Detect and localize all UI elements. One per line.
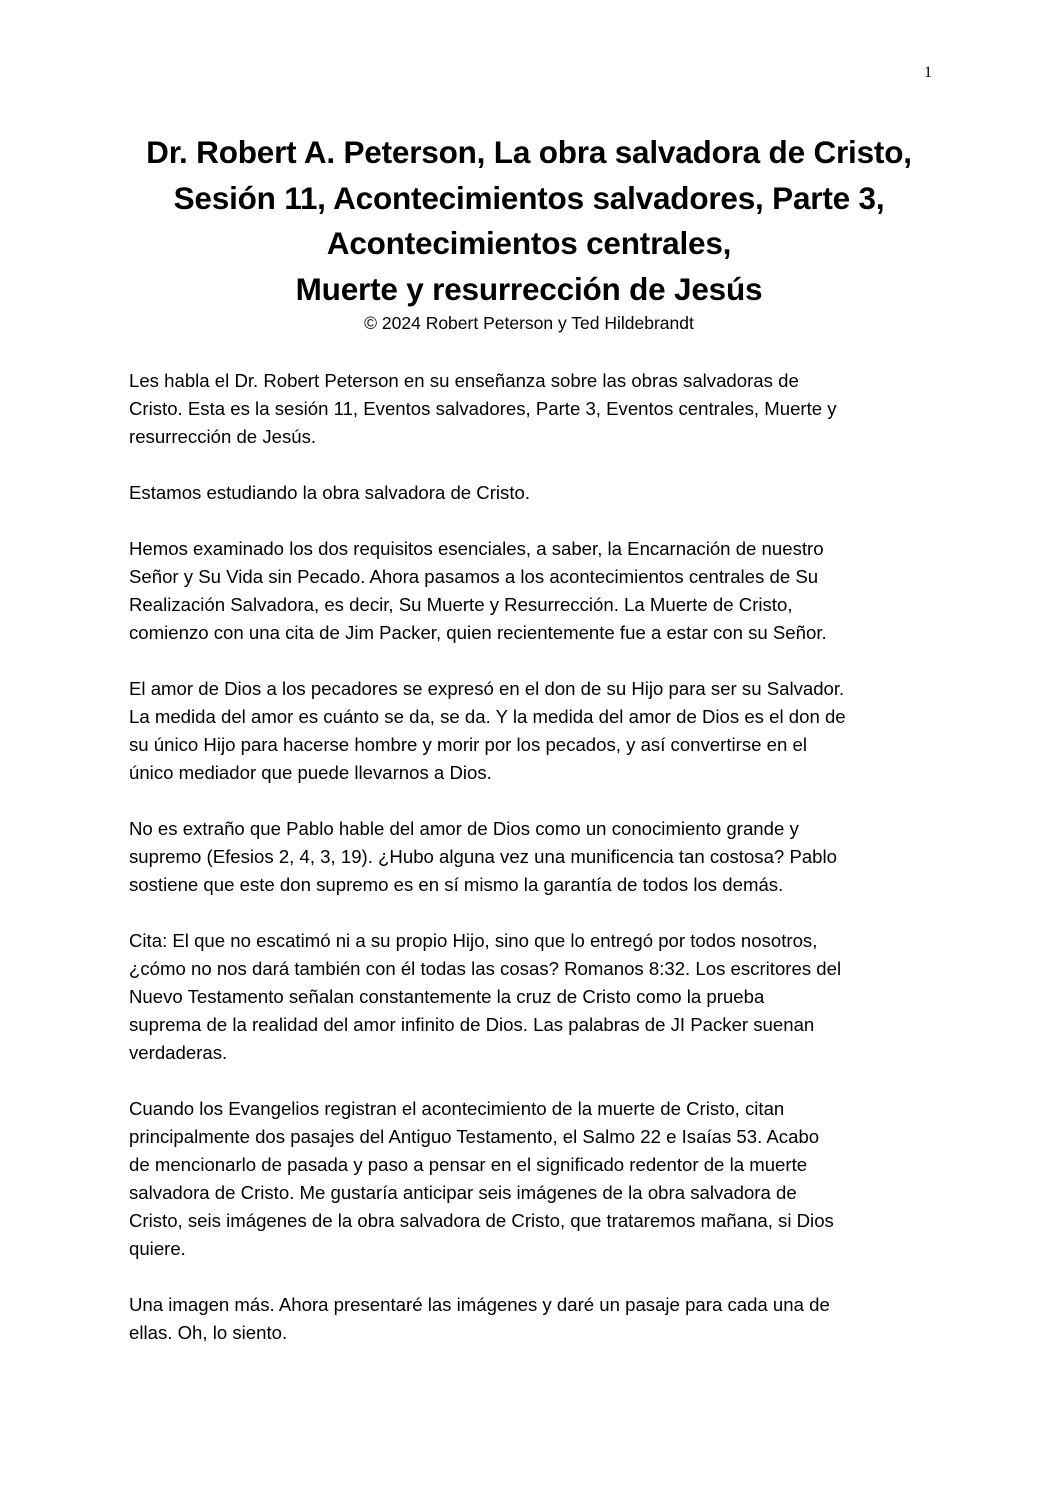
title-block: [100, 130, 958, 335]
title-line: Muerte y resurrección de Jesús: [295, 270, 763, 307]
text-line: ellas. Oh, lo siento.: [129, 1322, 288, 1343]
title-line: Sesión 11, Acontecimientos salvadores, Parte 3,: [173, 179, 885, 216]
text-line: de mencionarlo de pasada y paso a pensar en el significado redentor de la muerte: [129, 1154, 808, 1175]
text-line: La medida del amor es cuánto se da, se da. Y la medida del amor de Dios es el don de: [129, 706, 846, 727]
text-line: verdaderas.: [129, 1042, 228, 1063]
text-line: Señor y Su Vida sin Pecado. Ahora pasamos a los acontecimientos centrales de Su: [129, 566, 819, 587]
text-line: Cristo, seis imágenes de la obra salvadora de Cristo, que trataremos mañana, si Dios: [129, 1210, 834, 1231]
paragraph: [129, 1291, 949, 1347]
copyright: © 2024 Robert Peterson y Ted Hildebrandt: [364, 313, 694, 333]
paragraph: [129, 815, 949, 899]
text-line: No es extraño que Pablo hable del amor de Dios como un conocimiento grande y: [129, 818, 799, 839]
paragraph: [129, 927, 949, 1067]
text-line: Hemos examinado los dos requisitos esenciales, a saber, la Encarnación de nuestro: [129, 538, 824, 559]
paragraph: [129, 535, 949, 647]
text-line: Cita: El que no escatimó ni a su propio Hijo, sino que lo entregó por todos nosotros,: [129, 930, 818, 951]
text-line: principalmente dos pasajes del Antiguo Testamento, el Salmo 22 e Isaías 53. Acabo: [129, 1126, 820, 1147]
text-line: su único Hijo para hacerse hombre y morir por los pecados, y así convertirse en el: [129, 734, 807, 755]
page-number: 1: [924, 64, 932, 81]
title-line: Acontecimientos centrales,: [326, 225, 732, 261]
text-line: Una imagen más. Ahora presentaré las imágenes y daré un pasaje para cada una de: [129, 1294, 830, 1315]
text-line: Estamos estudiando la obra salvadora de Cristo.: [129, 482, 531, 503]
text-line: quiere.: [129, 1238, 186, 1259]
text-line: único mediador que puede llevarnos a Dios.: [129, 762, 492, 783]
text-line: Nuevo Testamento señalan constantemente la cruz de Cristo como la prueba: [129, 986, 765, 1007]
text-line: Cuando los Evangelios registran el acontecimiento de la muerte de Cristo, citan: [129, 1098, 785, 1119]
text-line: comienzo con una cita de Jim Packer, quien recientemente fue a estar con su Señor.: [129, 622, 827, 643]
text-line: sostiene que este don supremo es en sí mismo la garantía de todos los demás.: [129, 874, 784, 895]
body-text: [129, 367, 949, 1375]
paragraph: [129, 479, 949, 507]
text-line: Cristo. Esta es la sesión 11, Eventos salvadores, Parte 3, Eventos centrales, Muerte y: [129, 398, 837, 419]
text-line: salvadora de Cristo. Me gustaría anticipar seis imágenes de la obra salvadora de: [129, 1182, 797, 1203]
title-line: Dr. Robert A. Peterson, La obra salvadora de Cristo,: [146, 134, 912, 170]
text-line: suprema de la realidad del amor infinito de Dios. Las palabras de JI Packer suenan: [129, 1014, 815, 1035]
text-line: Les habla el Dr. Robert Peterson en su enseñanza sobre las obras salvadoras de: [129, 370, 799, 391]
paragraph: [129, 367, 949, 451]
text-line: supremo (Efesios 2, 4, 3, 19). ¿Hubo alguna vez una munificencia tan costosa? Pablo: [129, 846, 837, 867]
text-line: resurrección de Jesús.: [129, 426, 317, 447]
paragraph: [129, 675, 949, 787]
text-line: Realización Salvadora, es decir, Su Muerte y Resurrección. La Muerte de Cristo,: [129, 594, 793, 615]
paragraph: [129, 1095, 949, 1263]
text-line: El amor de Dios a los pecadores se expresó en el don de su Hijo para ser su Salvador.: [129, 678, 845, 699]
text-line: ¿cómo no nos dará también con él todas las cosas? Romanos 8:32. Los escritores del: [129, 958, 842, 979]
